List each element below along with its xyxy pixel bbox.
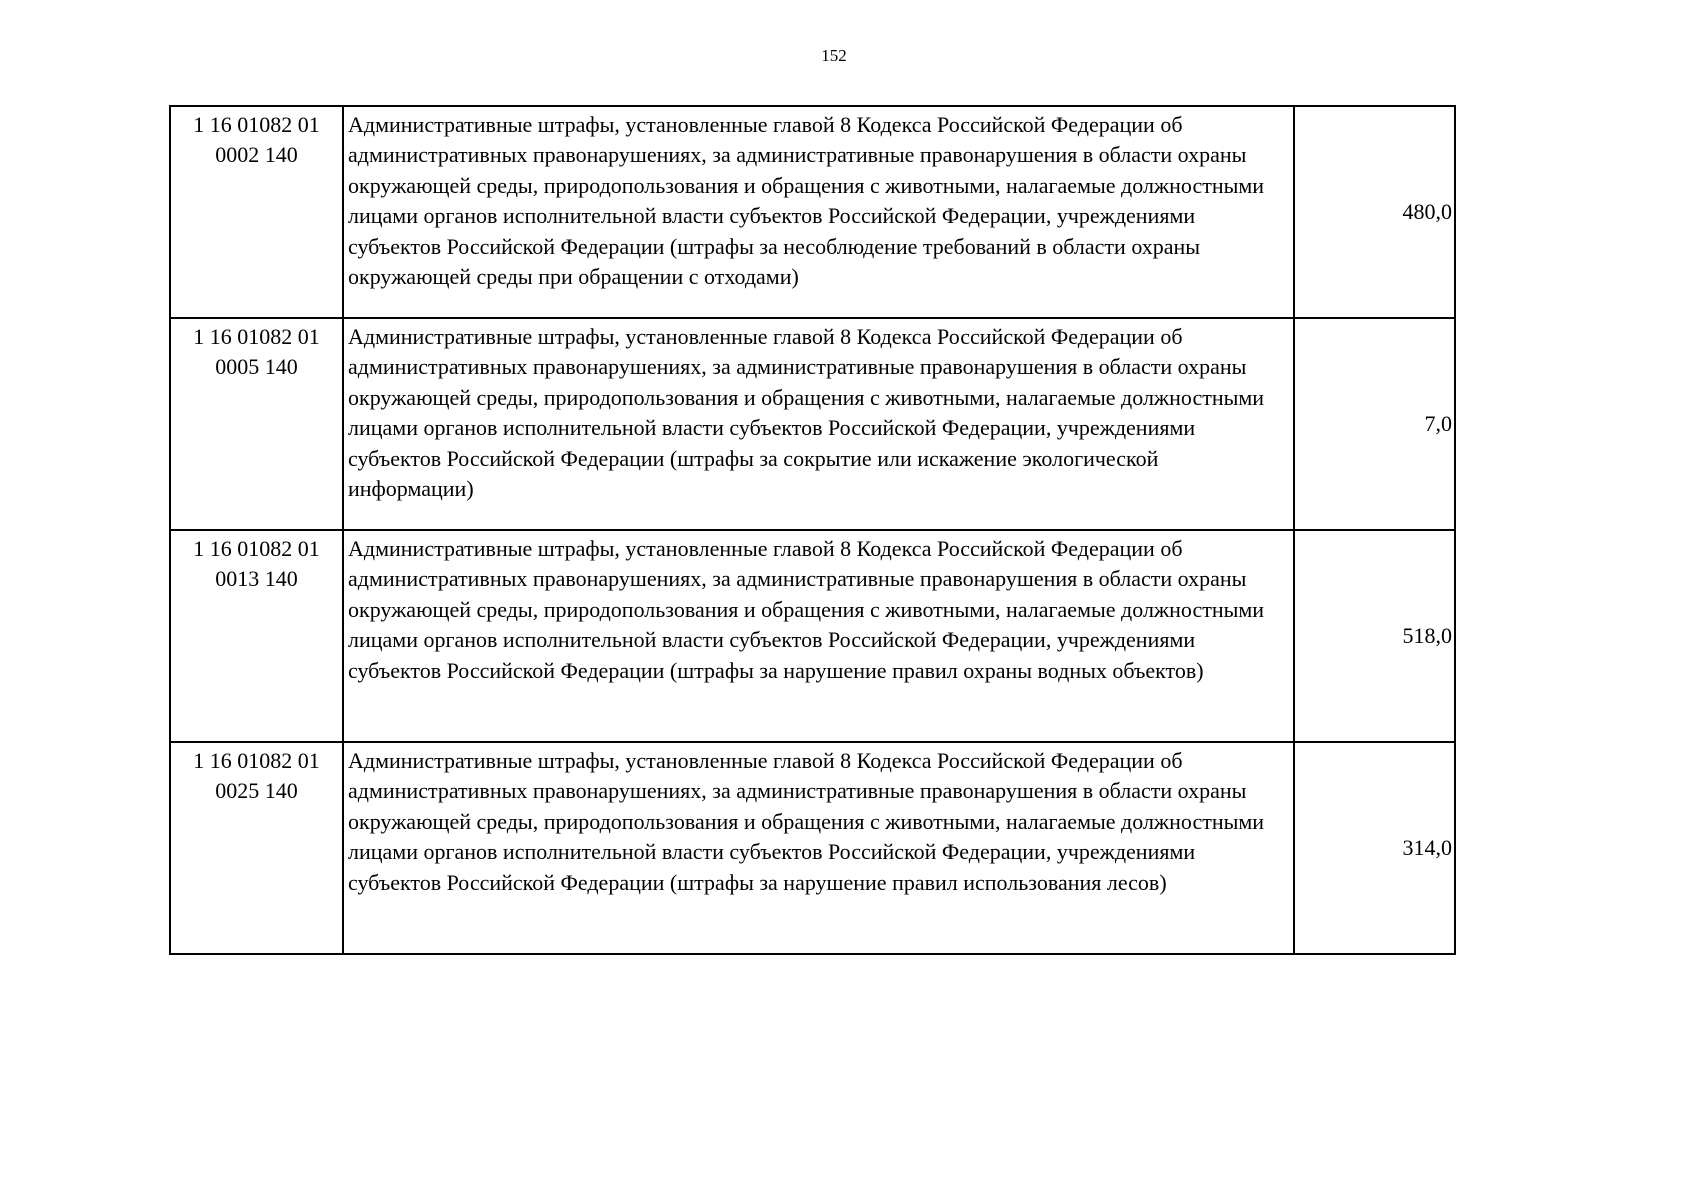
budget-code-line: 0025 140 (215, 778, 298, 804)
budget-code-line: 1 16 01082 01 (193, 536, 320, 561)
amount-cell: 518,0 (1294, 530, 1455, 742)
budget-code-line: 0013 140 (215, 566, 298, 592)
budget-code-cell (170, 318, 343, 530)
description-cell: Административные штрафы, установленные главой 8 Кодекса Российской Федерации об административных правонарушениях, за административные правонарушения в области охраны окружающей среды, природопользования и обращения с животными, налагаемые должностными лицами органов исполнительной власти субъектов Российской Федерации, учреждениями субъектов Российской Федерации (штрафы за сокрытие или искажение экологической информации) (343, 318, 1294, 530)
description-cell: Административные штрафы, установленные главой 8 Кодекса Российской Федерации об административных правонарушениях, за административные правонарушения в области охраны окружающей среды, природопользования и обращения с животными, налагаемые должностными лицами органов исполнительной власти субъектов Российской Федерации, учреждениями субъектов Российской Федерации (штрафы за нарушение правил охраны водных объектов) (343, 530, 1294, 742)
table-row (170, 530, 1455, 742)
table-row (170, 318, 1455, 530)
amount-cell: 314,0 (1294, 742, 1455, 954)
amount-cell: 480,0 (1294, 106, 1455, 318)
budget-code-line: 1 16 01082 01 (193, 112, 320, 137)
budget-code-line: 1 16 01082 01 (193, 324, 320, 349)
description-cell: Административные штрафы, установленные главой 8 Кодекса Российской Федерации об административных правонарушениях, за административные правонарушения в области охраны окружающей среды, природопользования и обращения с животными, налагаемые должностными лицами органов исполнительной власти субъектов Российской Федерации, учреждениями субъектов Российской Федерации (штрафы за нарушение правил использования лесов) (343, 742, 1294, 954)
amount-cell: 7,0 (1294, 318, 1455, 530)
budget-code-line: 1 16 01082 01 (193, 748, 320, 773)
budget-code-cell (170, 530, 343, 742)
page-number: 152 (821, 46, 847, 65)
budget-code-cell (170, 742, 343, 954)
table-row (170, 106, 1455, 318)
budget-revenue-table (169, 105, 1456, 955)
description-cell: Административные штрафы, установленные главой 8 Кодекса Российской Федерации об административных правонарушениях, за административные правонарушения в области охраны окружающей среды, природопользования и обращения с животными, налагаемые должностными лицами органов исполнительной власти субъектов Российской Федерации, учреждениями субъектов Российской Федерации (штрафы за несоблюдение требований в области охраны окружающей среды при обращении с отходами) (343, 106, 1294, 318)
budget-code-cell (170, 106, 343, 318)
budget-code-line: 0005 140 (215, 354, 298, 380)
budget-code-line: 0002 140 (215, 142, 298, 168)
table-row (170, 742, 1455, 954)
